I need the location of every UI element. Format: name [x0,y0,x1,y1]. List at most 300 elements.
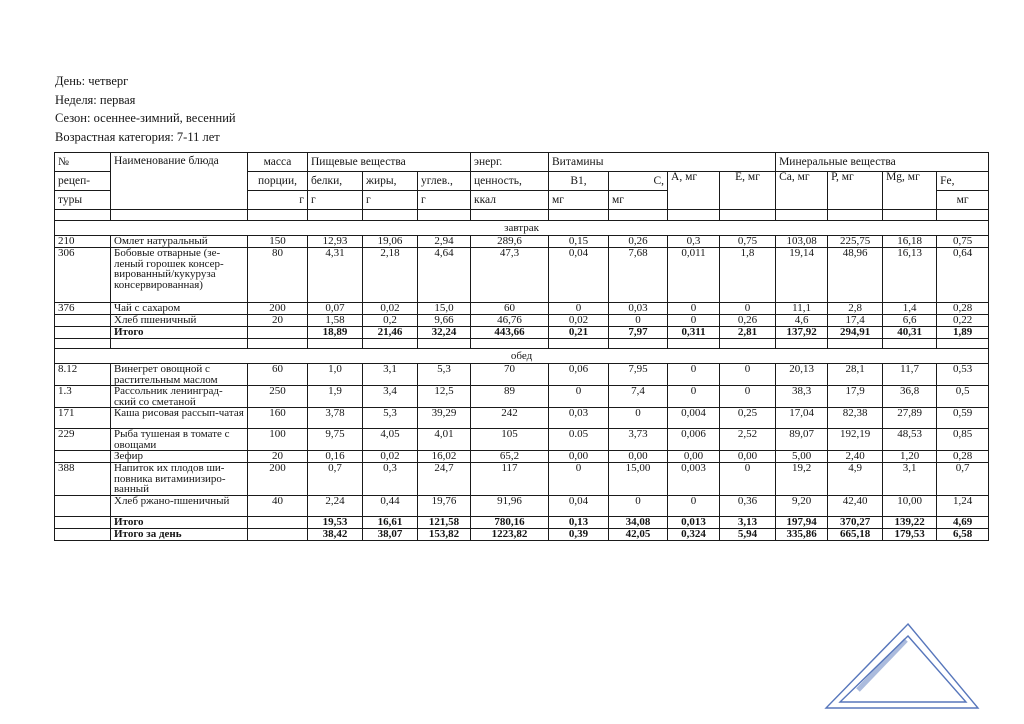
cell-a: 0,004 [668,408,720,429]
table-row [55,386,989,408]
cell-mg: 139,22 [883,516,937,528]
cell-p: 192,19 [828,429,883,451]
cell-prot: 2,24 [308,495,363,516]
header-fat-1: жиры, [363,172,418,191]
header-a: А, мг [668,172,720,210]
cell-num: 376 [55,303,111,315]
cell-e: 1,8 [720,248,776,303]
cell-name: Рассольник ленинград-ский со сметаной [111,386,248,408]
spacer-cell [720,210,776,221]
table-row [55,364,989,386]
cell-b1: 0,04 [549,248,609,303]
cell-en: 91,96 [471,495,549,516]
cell-a: 0,011 [668,248,720,303]
spacer-cell [55,210,111,221]
cell-ca: 20,13 [776,364,828,386]
cell-e: 0,25 [720,408,776,429]
spacer-cell [471,339,549,349]
total-row [55,528,989,540]
cell-a: 0,3 [668,236,720,248]
season-label: Сезон: осеннее-зимний, весенний [55,111,236,125]
spacer-cell [609,210,668,221]
cell-mass: 100 [248,429,308,451]
cell-fat: 19,06 [363,236,418,248]
cell-ca: 335,86 [776,528,828,540]
cell-en: 1223,82 [471,528,549,540]
cell-b1: 0,15 [549,236,609,248]
cell-carb: 32,24 [418,327,471,339]
cell-b1: 0,04 [549,495,609,516]
cell-name: Омлет натуральный [111,236,248,248]
cell-c: 3,73 [609,429,668,451]
spacer-cell [937,339,989,349]
cell-fe: 0,28 [937,451,989,463]
cell-fe: 0,28 [937,303,989,315]
cell-fe: 0,7 [937,463,989,496]
cell-num: 210 [55,236,111,248]
cell-num: 171 [55,408,111,429]
cell-a: 0,324 [668,528,720,540]
cell-name: Рыба тушеная в томате с овощами [111,429,248,451]
cell-mg: 1,20 [883,451,937,463]
cell-carb: 9,66 [418,315,471,327]
cell-c: 15,00 [609,463,668,496]
cell-prot: 3,78 [308,408,363,429]
cell-en: 89 [471,386,549,408]
cell-p: 17,9 [828,386,883,408]
stamp-outer-triangle [826,624,978,708]
day-label: День: четверг [55,74,129,88]
cell-fe: 0,5 [937,386,989,408]
spacer-row [55,339,989,349]
cell-ca: 9,20 [776,495,828,516]
spacer-cell [363,210,418,221]
cell-e: 0 [720,303,776,315]
cell-fe: 0,75 [937,236,989,248]
cell-en: 780,16 [471,516,549,528]
cell-mass [248,528,308,540]
cell-e: 2,52 [720,429,776,451]
cell-en: 46,76 [471,315,549,327]
cell-c: 0 [609,408,668,429]
cell-p: 82,38 [828,408,883,429]
cell-prot: 1,9 [308,386,363,408]
spacer-cell [828,339,883,349]
cell-b1: 0,13 [549,516,609,528]
header-mass-2: порции, [248,172,308,191]
cell-en: 242 [471,408,549,429]
cell-mg: 36,8 [883,386,937,408]
cell-b1: 0,03 [549,408,609,429]
cell-e: 2,81 [720,327,776,339]
cell-num [55,495,111,516]
cell-prot: 18,89 [308,327,363,339]
header-energy-1: энерг. [471,153,549,172]
cell-a: 0 [668,386,720,408]
cell-en: 70 [471,364,549,386]
cell-name: Бобовые отварные (зе-леный горошек консер-вированный/кукуруза консервированная) [111,248,248,303]
cell-prot: 19,53 [308,516,363,528]
cell-mass [248,516,308,528]
cell-a: 0 [668,315,720,327]
spacer-cell [248,339,308,349]
cell-c: 0 [609,315,668,327]
cell-mass: 40 [248,495,308,516]
cell-a: 0 [668,303,720,315]
table-row [55,429,989,451]
cell-en: 47,3 [471,248,549,303]
cell-c: 0 [609,495,668,516]
cell-en: 60 [471,303,549,315]
cell-carb: 4,01 [418,429,471,451]
cell-name: Каша рисовая рассып-чатая [111,408,248,429]
header-minerals: Минеральные вещества [776,153,989,172]
cell-name: Напиток их плодов ши-повника витаминизиро-ванный [111,463,248,496]
table-row [55,315,989,327]
cell-a: 0,003 [668,463,720,496]
cell-p: 2,8 [828,303,883,315]
spacer-cell [883,210,937,221]
cell-mg: 40,31 [883,327,937,339]
cell-num: 8.12 [55,364,111,386]
cell-name: Чай с сахаром [111,303,248,315]
cell-fe: 0,59 [937,408,989,429]
cell-mass: 150 [248,236,308,248]
cell-ca: 5,00 [776,451,828,463]
cell-prot: 0,7 [308,463,363,496]
cell-fat: 2,18 [363,248,418,303]
header-b1-1: В1, [549,172,609,191]
cell-c: 0,00 [609,451,668,463]
spacer-cell [418,339,471,349]
cell-num [55,315,111,327]
header-c-2: мг [609,191,668,210]
cell-en: 443,66 [471,327,549,339]
cell-fe: 4,69 [937,516,989,528]
cell-ca: 4,6 [776,315,828,327]
cell-e: 0,75 [720,236,776,248]
cell-c: 34,08 [609,516,668,528]
spacer-cell [248,210,308,221]
spacer-cell [55,339,111,349]
cell-ca: 11,1 [776,303,828,315]
cell-fat: 0,2 [363,315,418,327]
cell-p: 28,1 [828,364,883,386]
cell-fat: 3,1 [363,364,418,386]
cell-a: 0,013 [668,516,720,528]
cell-mg: 27,89 [883,408,937,429]
header-p: Р, мг [828,172,883,210]
stamp-seal [818,620,988,716]
cell-carb: 15,0 [418,303,471,315]
cell-prot: 1,0 [308,364,363,386]
cell-carb: 153,82 [418,528,471,540]
cell-mass [248,327,308,339]
header-protein-2: г [308,191,363,210]
cell-e: 5,94 [720,528,776,540]
cell-carb: 24,7 [418,463,471,496]
spacer-cell [111,210,248,221]
table-row [55,236,989,248]
cell-prot: 9,75 [308,429,363,451]
cell-en: 117 [471,463,549,496]
table-header [55,153,989,210]
cell-a: 0,311 [668,327,720,339]
age-category-label: Возрастная категория: 7-11 лет [55,129,220,144]
header-e: Е, мг [720,172,776,210]
cell-p: 370,27 [828,516,883,528]
document-header [55,72,236,146]
cell-num [55,516,111,528]
cell-mg: 1,4 [883,303,937,315]
cell-c: 7,68 [609,248,668,303]
cell-mass: 20 [248,451,308,463]
cell-b1: 0,02 [549,315,609,327]
cell-num: 388 [55,463,111,496]
cell-num: 229 [55,429,111,451]
cell-p: 4,9 [828,463,883,496]
header-energy-3: ккал [471,191,549,210]
cell-b1: 0 [549,463,609,496]
table-body [55,210,989,541]
cell-fe: 1,24 [937,495,989,516]
section-row [55,349,989,364]
cell-b1: 0 [549,386,609,408]
table-row [55,248,989,303]
cell-fe: 0,85 [937,429,989,451]
cell-b1: 0.05 [549,429,609,451]
spacer-cell [111,339,248,349]
cell-name: Хлеб ржано-пшеничный [111,495,248,516]
spacer-cell [720,339,776,349]
cell-fat: 0,02 [363,451,418,463]
spacer-cell [549,210,609,221]
spacer-cell [883,339,937,349]
cell-mass: 20 [248,315,308,327]
cell-mg: 16,13 [883,248,937,303]
cell-b1: 0,00 [549,451,609,463]
header-fat-2: г [363,191,418,210]
cell-e: 3,13 [720,516,776,528]
cell-mg: 3,1 [883,463,937,496]
spacer-cell [308,210,363,221]
cell-fat: 38,07 [363,528,418,540]
cell-fat: 16,61 [363,516,418,528]
cell-mg: 16,18 [883,236,937,248]
cell-mass: 250 [248,386,308,408]
spacer-cell [471,210,549,221]
header-protein-1: белки, [308,172,363,191]
header-recipe-num-2: рецеп- [55,172,111,191]
total-row [55,327,989,339]
cell-prot: 4,31 [308,248,363,303]
spacer-cell [668,210,720,221]
cell-fat: 4,05 [363,429,418,451]
cell-name: Винегрет овощной с растительным маслом [111,364,248,386]
spacer-cell [828,210,883,221]
cell-carb: 4,64 [418,248,471,303]
cell-mass: 60 [248,364,308,386]
cell-a: 0,00 [668,451,720,463]
cell-mass: 200 [248,303,308,315]
cell-name: Итого за день [111,528,248,540]
cell-num: 306 [55,248,111,303]
section-title: завтрак [55,221,989,236]
table-row [55,408,989,429]
cell-ca: 19,14 [776,248,828,303]
spacer-cell [549,339,609,349]
table-row [55,495,989,516]
header-ca: Са, мг [776,172,828,210]
header-mass-3: г [248,191,308,210]
header-vitamins: Витамины [549,153,776,172]
cell-fat: 3,4 [363,386,418,408]
cell-num [55,451,111,463]
cell-num [55,327,111,339]
cell-mass: 160 [248,408,308,429]
header-mg: Mg, мг [883,172,937,210]
section-row [55,221,989,236]
cell-prot: 0,07 [308,303,363,315]
cell-en: 289,6 [471,236,549,248]
cell-c: 7,95 [609,364,668,386]
cell-p: 665,18 [828,528,883,540]
cell-c: 7,97 [609,327,668,339]
cell-e: 0,36 [720,495,776,516]
cell-b1: 0,21 [549,327,609,339]
cell-num [55,528,111,540]
cell-carb: 16,02 [418,451,471,463]
cell-mg: 6,6 [883,315,937,327]
cell-p: 2,40 [828,451,883,463]
week-label: Неделя: первая [55,92,136,107]
cell-ca: 19,2 [776,463,828,496]
cell-carb: 2,94 [418,236,471,248]
cell-name: Итого [111,327,248,339]
cell-prot: 12,93 [308,236,363,248]
header-recipe-num-3: туры [55,191,111,210]
cell-en: 105 [471,429,549,451]
cell-name: Итого [111,516,248,528]
cell-prot: 0,16 [308,451,363,463]
total-row [55,516,989,528]
cell-ca: 103,08 [776,236,828,248]
cell-carb: 12,5 [418,386,471,408]
header-mass-1: масса [248,153,308,172]
cell-p: 225,75 [828,236,883,248]
cell-p: 42,40 [828,495,883,516]
header-energy-2: ценность, [471,172,549,191]
cell-fat: 21,46 [363,327,418,339]
cell-p: 294,91 [828,327,883,339]
cell-a: 0 [668,364,720,386]
header-fe-1: Fe, [937,172,989,191]
spacer-cell [776,339,828,349]
cell-mass: 80 [248,248,308,303]
cell-prot: 1,58 [308,315,363,327]
header-carb-2: г [418,191,471,210]
cell-fe: 0,22 [937,315,989,327]
cell-ca: 197,94 [776,516,828,528]
table-row [55,303,989,315]
cell-c: 0,03 [609,303,668,315]
cell-carb: 121,58 [418,516,471,528]
cell-mg: 179,53 [883,528,937,540]
cell-mg: 48,53 [883,429,937,451]
header-b1-2: мг [549,191,609,210]
spacer-cell [609,339,668,349]
header-food-substances: Пищевые вещества [308,153,471,172]
cell-e: 0 [720,364,776,386]
cell-ca: 17,04 [776,408,828,429]
cell-fat: 5,3 [363,408,418,429]
cell-ca: 38,3 [776,386,828,408]
cell-fe: 6,58 [937,528,989,540]
spacer-row [55,210,989,221]
cell-e: 0 [720,386,776,408]
cell-c: 7,4 [609,386,668,408]
header-recipe-num-1: № [55,153,111,172]
cell-mg: 11,7 [883,364,937,386]
stamp-ink-mark [858,640,906,690]
cell-c: 42,05 [609,528,668,540]
cell-p: 48,96 [828,248,883,303]
cell-mass: 200 [248,463,308,496]
cell-ca: 137,92 [776,327,828,339]
cell-fat: 0,3 [363,463,418,496]
table-row [55,451,989,463]
cell-name: Хлеб пшеничный [111,315,248,327]
table-row [55,463,989,496]
header-fe-2: мг [937,191,989,210]
menu-table [54,152,989,541]
cell-mg: 10,00 [883,495,937,516]
cell-en: 65,2 [471,451,549,463]
section-title: обед [55,349,989,364]
spacer-cell [937,210,989,221]
cell-fat: 0,44 [363,495,418,516]
cell-b1: 0,06 [549,364,609,386]
header-carb-1: углев., [418,172,471,191]
cell-fe: 0,64 [937,248,989,303]
cell-ca: 89,07 [776,429,828,451]
spacer-cell [668,339,720,349]
spacer-cell [776,210,828,221]
cell-name: Зефир [111,451,248,463]
cell-a: 0 [668,495,720,516]
cell-e: 0 [720,463,776,496]
cell-carb: 19,76 [418,495,471,516]
cell-e: 0,26 [720,315,776,327]
cell-a: 0,006 [668,429,720,451]
cell-c: 0,26 [609,236,668,248]
cell-e: 0,00 [720,451,776,463]
cell-b1: 0,39 [549,528,609,540]
header-dish-name: Наименование блюда [111,153,248,210]
header-c-1: С, [609,172,668,191]
spacer-cell [363,339,418,349]
cell-p: 17,4 [828,315,883,327]
cell-prot: 38,42 [308,528,363,540]
spacer-cell [418,210,471,221]
cell-fat: 0,02 [363,303,418,315]
cell-fe: 1,89 [937,327,989,339]
cell-num: 1.3 [55,386,111,408]
cell-fe: 0,53 [937,364,989,386]
cell-carb: 5,3 [418,364,471,386]
spacer-cell [308,339,363,349]
cell-carb: 39,29 [418,408,471,429]
